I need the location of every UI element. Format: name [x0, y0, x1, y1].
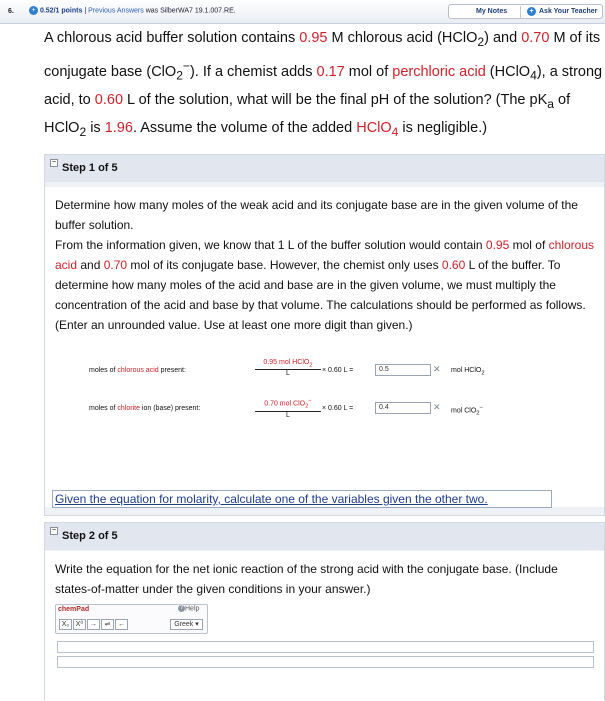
ask-teacher-plus-icon: + [527, 7, 536, 16]
previous-answers-link[interactable]: Previous Answers [88, 7, 144, 15]
step-1-title: Step 1 of 5 [62, 162, 118, 174]
collapse-icon[interactable]: − [51, 159, 57, 166]
calc-text: present: [158, 367, 186, 374]
superscript-tool[interactable]: X⁰ [73, 619, 86, 630]
q-sub: 4 [391, 124, 399, 139]
notes-teacher-panel [448, 4, 603, 19]
question-text [44, 26, 604, 143]
s1-text: mol of its conjugate base. However, the chemist only uses [127, 258, 442, 272]
step-2-instructions: Write the equation for the net ionic reaction of the strong acid with the conjugate base. (Include states-of-matter under the given conditions in your answer.) [55, 562, 558, 596]
calc-2-label [89, 405, 200, 412]
calc-2-fraction [255, 398, 321, 419]
q-value: 0.17 [316, 63, 345, 80]
ask-teacher-button[interactable]: Ask Your Teacher [539, 8, 598, 15]
points-separator: | [84, 7, 87, 15]
points-line [29, 6, 236, 15]
step-1-header[interactable] [45, 155, 604, 182]
help-label: Help [185, 605, 200, 613]
step-1-intro: Determine how many moles of the weak acid and its conjugate base are in the given volume of the buffer solution. [55, 198, 578, 232]
panel-divider [520, 6, 521, 19]
my-notes-button[interactable]: My Notes [476, 8, 508, 15]
q-value: 0.60 [94, 91, 124, 108]
subscript-tool[interactable]: X₀ [59, 619, 72, 630]
step-2-header[interactable] [45, 523, 604, 550]
calc-1-label [89, 367, 186, 374]
s1-text: mol of [509, 238, 549, 252]
q-sub: 2 [477, 34, 485, 49]
q-text: A chlorous acid buffer solution contains [44, 30, 300, 46]
step-2-title: Step 2 of 5 [62, 530, 118, 542]
s1-value: 0.95 [485, 238, 510, 252]
unit-sub: 2 [476, 410, 480, 417]
calc-1-times: × 0.60 L = [322, 367, 354, 374]
s1-text: From the information given, we know that 1 L of the buffer solution would contain [55, 238, 486, 252]
q-text: . Assume the volume of the added [132, 119, 357, 136]
q-text: M of its conjugate base (ClO [44, 30, 601, 80]
incorrect-x-icon: ✕ [433, 364, 441, 374]
frac-num: 0.70 mol ClO [264, 400, 306, 408]
calc-1-answer-input[interactable]: 0.5 [375, 364, 431, 376]
q-text: of HClO [44, 91, 571, 136]
frac-sub: 2 [305, 403, 309, 410]
unit-sub: 2 [481, 370, 485, 377]
q-text: ). If a chemist adds [189, 63, 317, 80]
calc-2-times: × 0.60 L = [322, 405, 354, 412]
q-value: 0.95 [299, 30, 328, 46]
calc-red: chlorite [117, 405, 140, 412]
chempad-label: chemPad [58, 606, 90, 613]
calc-2-numerator [255, 398, 321, 412]
calc-2-answer-input[interactable]: 0.4 [375, 402, 431, 414]
s1-value: chlorous acid [55, 238, 594, 272]
q-text: is [86, 119, 105, 136]
calc-text: moles of [89, 405, 118, 412]
hint-link[interactable]: Given the equation for molarity, calculate one of the variables given the other two. [52, 490, 552, 508]
points-plus-icon: + [29, 6, 38, 15]
equilibrium-tool[interactable]: ⇌ [101, 619, 114, 630]
question-number: 6. [8, 8, 14, 15]
assignment-info: was SilberWA7 19.1.007.RE. [145, 7, 236, 15]
calc-1-fraction [255, 359, 321, 377]
question-header-bar [0, 0, 605, 24]
q-text: mol of [344, 63, 393, 80]
calc-2-denominator: L [286, 411, 290, 419]
help-icon: ? [179, 605, 184, 611]
q-text: ), a strong acid, to [44, 63, 603, 108]
arrow-right-tool[interactable]: → [87, 619, 100, 630]
unit-text: mol ClO [451, 407, 477, 415]
unit-text: mol HClO [451, 367, 482, 374]
equation-input[interactable] [57, 656, 594, 668]
arrow-left-tool[interactable]: ← [115, 619, 128, 630]
calc-1-unit [451, 367, 485, 376]
equation-preview-field [57, 641, 594, 653]
s1-text: and [77, 258, 104, 272]
calc-text: moles of [89, 367, 118, 374]
calc-red: chlorous acid [117, 367, 159, 374]
frac-sub: 2 [309, 362, 313, 369]
step-1-panel [44, 154, 605, 516]
chempad-help[interactable] [178, 605, 199, 612]
q-text: (HClO [485, 63, 531, 80]
q-sub: 4 [530, 68, 537, 83]
q-sub: 2 [176, 68, 183, 83]
q-value: 1.96 [104, 119, 133, 136]
unit-sup: − [479, 405, 483, 411]
q-value: perchloric acid [392, 63, 486, 80]
s1-value: 0.70 [103, 258, 128, 272]
q-value: 0.70 [521, 30, 550, 46]
calc-1-numerator [255, 359, 321, 370]
frac-sup: − [308, 398, 312, 404]
q-text: ) and [484, 30, 522, 46]
calc-2-unit [451, 405, 483, 417]
calc-1-denominator: L [286, 370, 290, 378]
q-sup: − [182, 58, 190, 73]
s1-text: L of the buffer. To determine how many moles of the acid and base are in the given volume, we must multiply the concentration of the acid and base by that volume. The calculations should be performed as follows. (Enter an unrounded value. Use at least one more digit than given.) [55, 258, 586, 332]
q-sub: 2 [79, 124, 87, 139]
q-text: L of the solution, what will be the final pH of the solution? (The pK [123, 91, 548, 108]
incorrect-x-icon: ✕ [433, 402, 441, 412]
greek-dropdown[interactable]: Greek ▾ [170, 619, 203, 630]
s1-value: 0.60 [441, 258, 466, 272]
points-value: 0.52/1 points [39, 7, 83, 15]
q-sub: a [547, 96, 554, 111]
calc-text: ion (base) present: [139, 405, 201, 412]
frac-num: 0.95 mol HClO [263, 359, 310, 366]
q-text: M chlorous acid (HClO [327, 30, 478, 46]
collapse-icon[interactable]: − [51, 527, 57, 534]
step-1-body [45, 187, 604, 507]
step-1-explanation [55, 235, 594, 335]
q-value: HClO [356, 119, 392, 136]
q-text: is negligible.) [398, 119, 488, 136]
